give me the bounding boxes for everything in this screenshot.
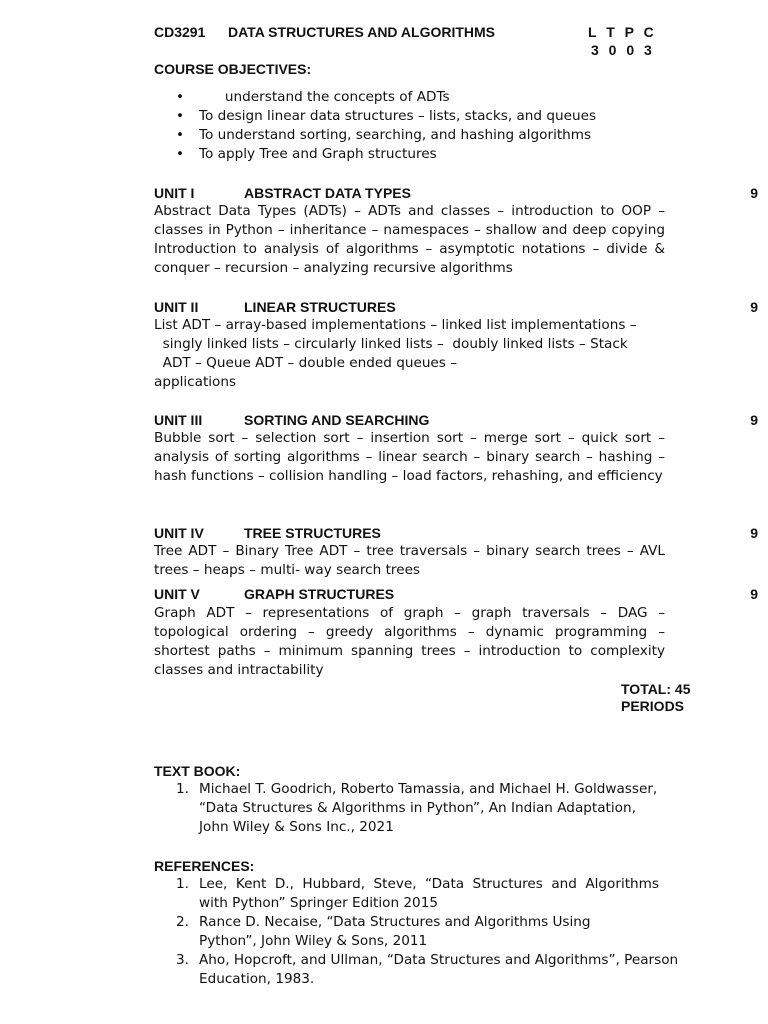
objective-item: • To apply Tree and Graph structures (176, 146, 437, 162)
unit-number: UNIT III (154, 412, 203, 428)
unit-content: Bubble sort – selection sort – insertion sort – merge sort – quick sort – analysis of sorting algorithms – linear search – binary search – hashing – hash functions – collision handling – load factors, rehashing, and efficiency (154, 430, 665, 484)
textbook-item: 1. Michael T. Goodrich, Roberto Tamassia, and Michael H. Goldwasser, “Data Structures & Algorithms in Python”, An Indian Adaptation, John Wiley & Sons Inc., 2021 (176, 781, 658, 835)
unit-number: UNIT IV (154, 525, 204, 541)
unit-hours: 9 (750, 586, 758, 602)
unit-content: Graph ADT – representations of graph – graph traversals – DAG – topological ordering – greedy algorithms – dynamic programming – shortest paths – minimum spanning trees – introduction to complexity classes and intractability (154, 605, 665, 678)
unit-hours: 9 (750, 299, 758, 315)
total-periods: TOTAL: 45 (621, 681, 691, 697)
unit-title: GRAPH STRUCTURES (244, 586, 395, 602)
unit-title: TREE STRUCTURES (244, 525, 381, 541)
references-heading: REFERENCES: (154, 858, 255, 874)
unit-hours: 9 (750, 185, 758, 201)
unit-content: Tree ADT – Binary Tree ADT – tree traversals – binary search trees – AVL trees – heaps – multi- way search trees (154, 543, 665, 578)
unit-number: UNIT II (154, 299, 199, 315)
unit-number: UNIT V (154, 586, 200, 602)
textbook-heading: TEXT BOOK: (154, 763, 241, 779)
unit-title: ABSTRACT DATA TYPES (244, 185, 411, 201)
reference-item: 1. Lee, Kent D., Hubbard, Steve, “Data Structures and Algorithms with Python” Springer Edition 2015 (176, 876, 659, 911)
objective-item: • To design linear data structures – lists, stacks, and queues (176, 108, 597, 124)
bullet-icon: • (176, 89, 185, 105)
unit-number: UNIT I (154, 185, 195, 201)
ltpc-labels: L T P C (588, 24, 657, 40)
reference-item: 2. Rance D. Necaise, “Data Structures and Algorithms Using Python”, John Wiley & Sons, 2011 (176, 914, 591, 949)
references-list (154, 875, 694, 989)
objective-item: • understand the concepts of ADTs (176, 89, 450, 105)
objectives-list (176, 88, 696, 164)
unit-hours: 9 (750, 525, 758, 541)
bullet-icon: • (176, 108, 185, 124)
reference-item: 3. Aho, Hopcroft, and Ullman, “Data Structures and Algorithms”, Pearson Education, 1983. (176, 952, 679, 987)
unit-content: Abstract Data Types (ADTs) – ADTs and classes – introduction to OOP – classes in Python – inheritance – namespaces – shallow and deep copying Introduction to analysis of algorithms – asymptotic notations – divide & conquer – recursion – analyzing recursive algorithms (154, 203, 665, 276)
unit-content: List ADT – array-based implementations – linked list implementations – singly linked lists – circularly linked lists – doubly linked lists – Stack ADT – Queue ADT – double ended queues – applications (154, 317, 637, 390)
textbook-list (154, 780, 694, 837)
total-periods-label: PERIODS (621, 698, 685, 714)
course-code: CD3291 (154, 24, 206, 40)
course-title: DATA STRUCTURES AND ALGORITHMS (228, 24, 496, 40)
unit-title: LINEAR STRUCTURES (244, 299, 396, 315)
objectives-heading: COURSE OBJECTIVES: (154, 61, 312, 77)
ltpc-values: 3 0 0 3 (591, 42, 655, 58)
objective-item: • To understand sorting, searching, and hashing algorithms (176, 127, 592, 143)
bullet-icon: • (176, 127, 185, 143)
unit-title: SORTING AND SEARCHING (244, 412, 430, 428)
unit-hours: 9 (750, 412, 758, 428)
bullet-icon: • (176, 146, 185, 162)
